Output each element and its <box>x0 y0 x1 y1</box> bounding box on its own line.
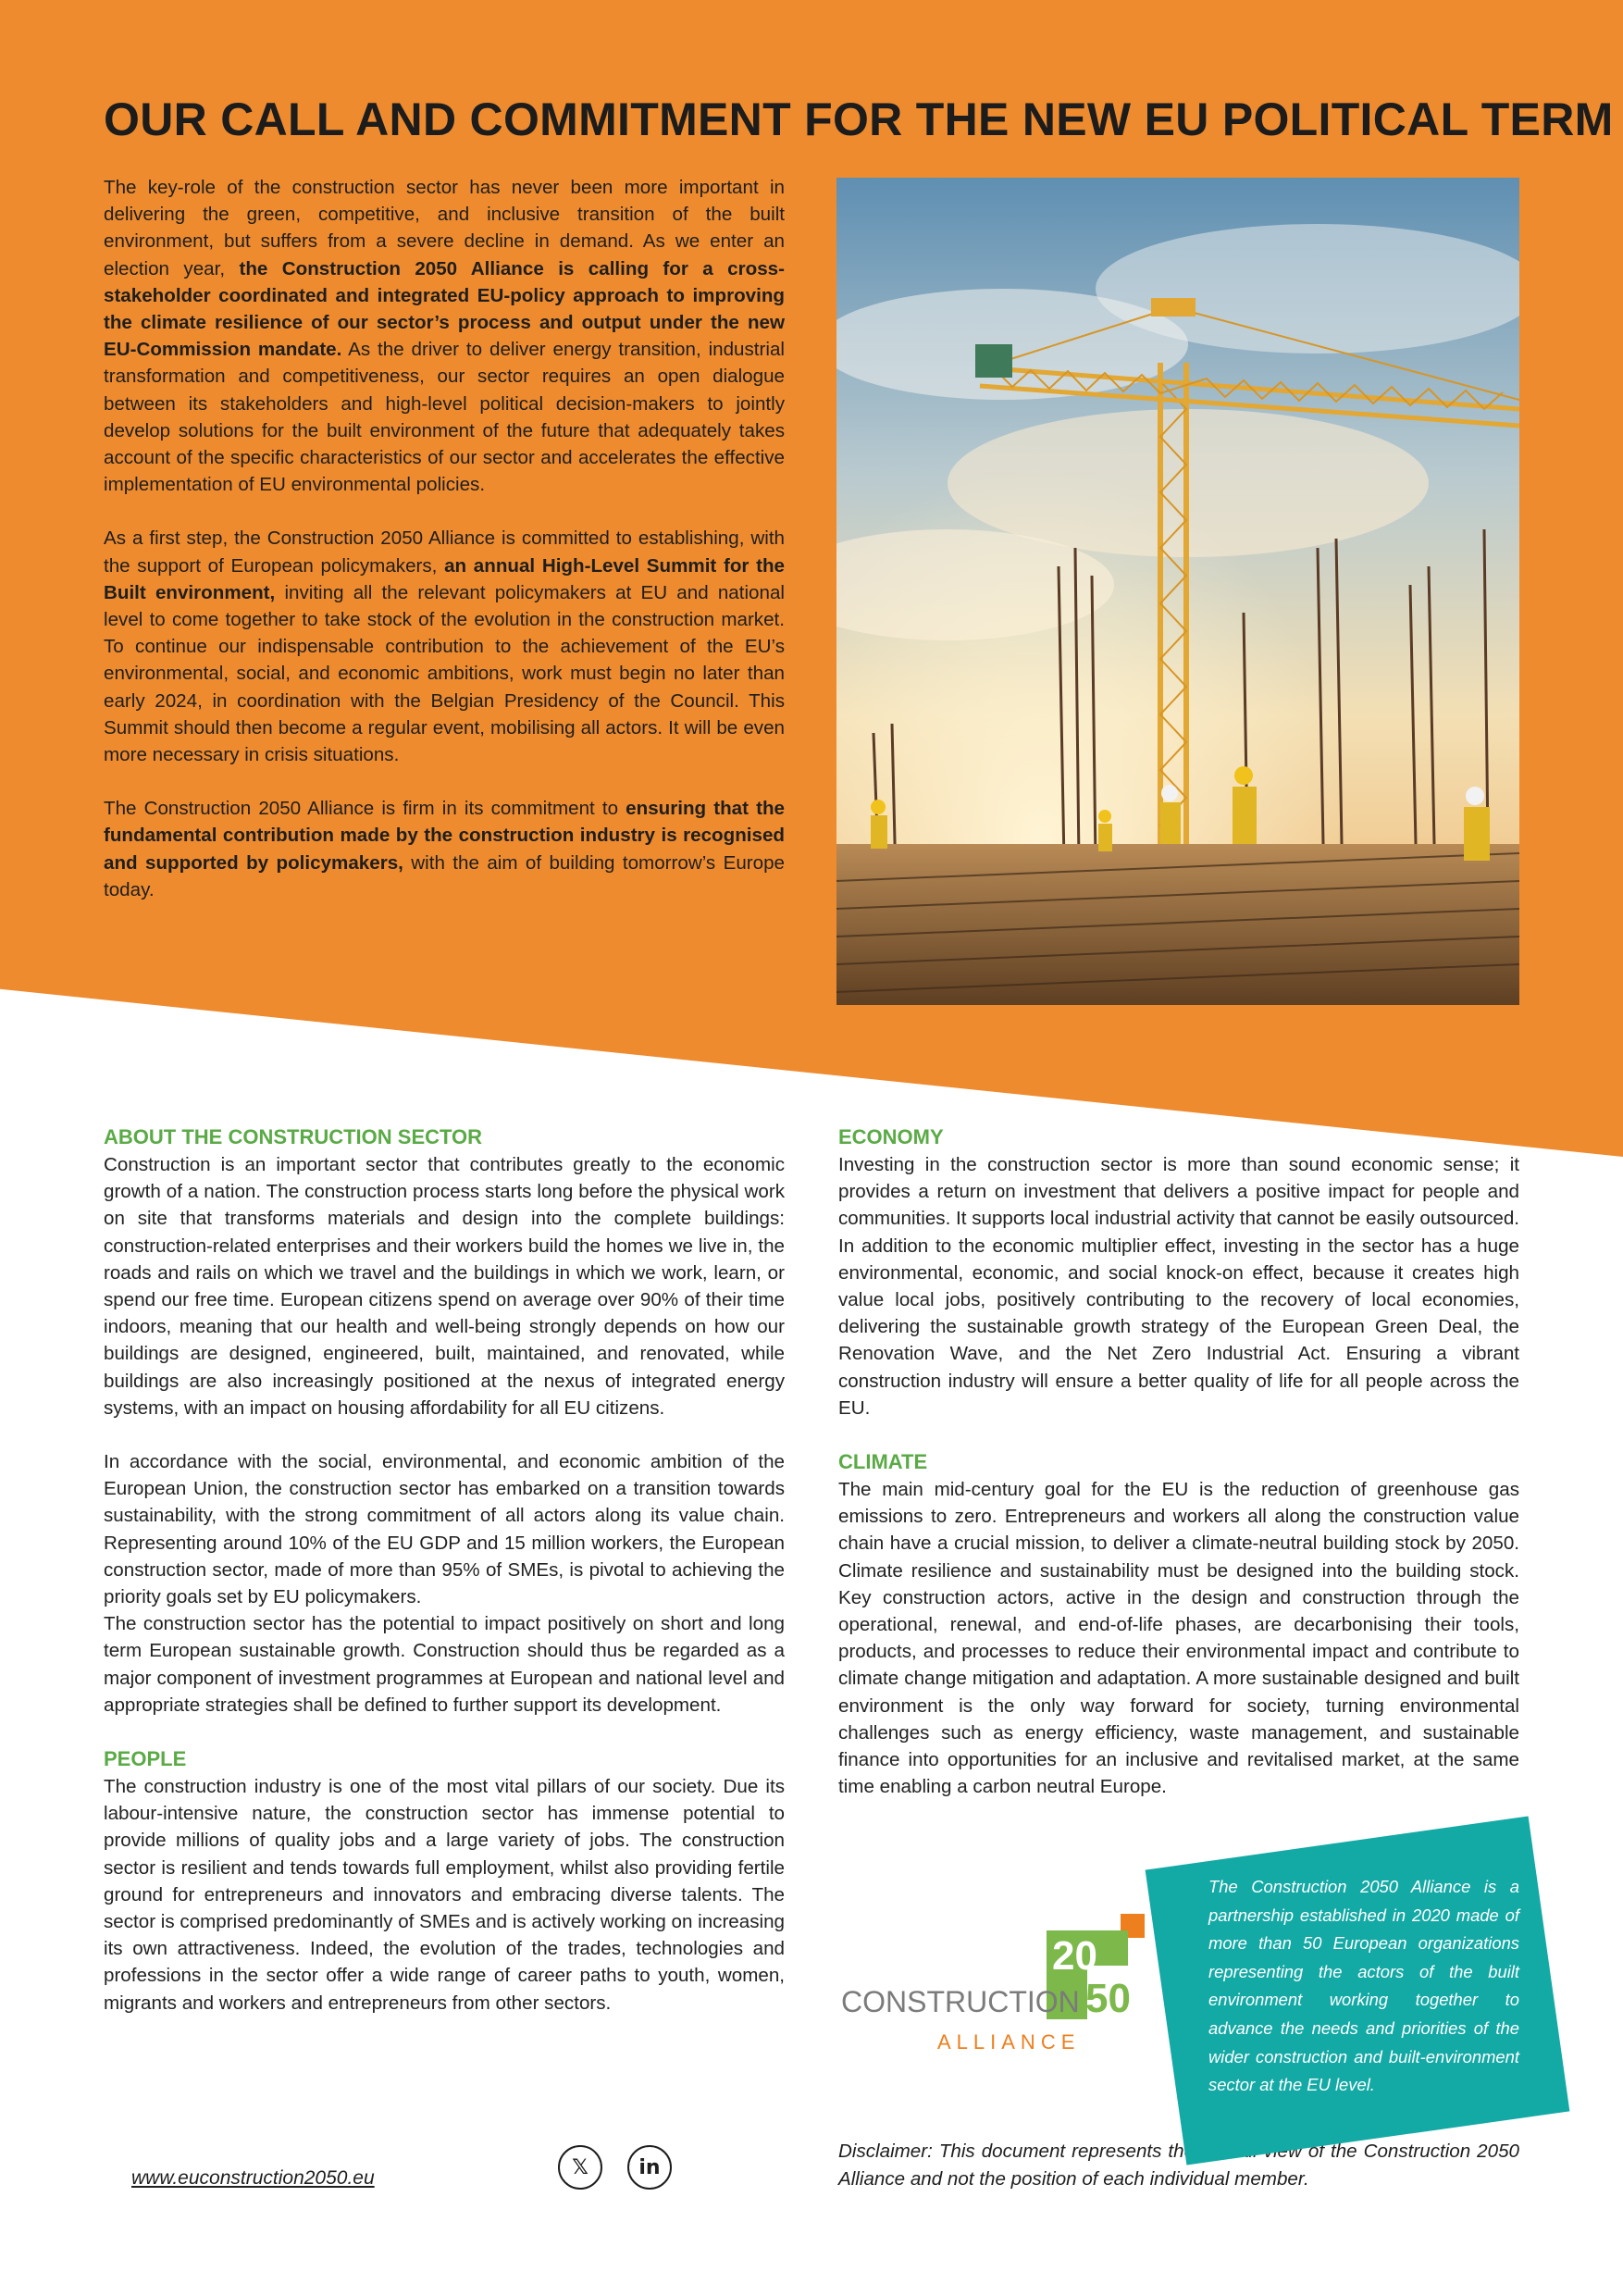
alliance-info-text: The Construction 2050 Alliance is a partnership established in 2020 made of more than 50 European organizations representing the actors of the built environment working together to advance the needs and priorities of the wider construction and built-environment sector at the EU level. <box>1208 1877 1519 2095</box>
logo-digits-bottom: 50 <box>1085 1976 1131 2021</box>
intro-text <box>104 174 785 930</box>
left-column <box>104 1123 785 2017</box>
about-heading: ABOUT THE CONSTRUCTION SECTOR <box>104 1125 483 1148</box>
linkedin-icon[interactable] <box>627 2145 672 2190</box>
people-heading: PEOPLE <box>104 1747 187 1771</box>
people-paragraph: The construction industry is one of the most vital pillars of our society. Due its labour-intensive nature, the construction sector has immense potential to provide millions of quality jobs and a large variety of jobs. The construction sector is resilient and tends towards full employment, whilst also providing fertile ground for entrepreneurs and innovators and embracing diverse talents. The sector is comprised predominantly of SMEs and is actively working on increasing its own attractiveness. Indeed, the evolution of the trades, technologies and professions in the sector offer a wide range of career paths to youth, women, migrants and workers and entrepreneurs from other sectors. <box>104 1776 785 2014</box>
linkedin-glyph: in <box>638 2155 661 2179</box>
right-column <box>838 1123 1519 1800</box>
page-title: OUR CALL AND COMMITMENT FOR THE NEW EU POLITICAL TERM <box>104 93 1614 145</box>
website-link[interactable]: www.euconstruction2050.eu <box>131 2167 375 2189</box>
disclaimer-text: Disclaimer: This document represents the overall view of the Construction 2050 Alliance and not the position of each individual member. <box>838 2141 1519 2190</box>
about-paragraph-3: The construction sector has the potential to impact positively on short and long term European sustainable growth. Construction should thus be regarded as a major component of investment programmes at European and national level and appropriate strategies shall be defined to further support its development. <box>104 1613 785 1716</box>
climate-heading: CLIMATE <box>838 1450 928 1474</box>
logo-word-construction: CONSTRUCTION <box>841 1985 1080 2018</box>
logo-word-alliance: ALLIANCE <box>937 2030 1081 2054</box>
x-logo-icon[interactable] <box>558 2145 602 2190</box>
intro-paragraph-1: The key-role of the construction sector has never been more important in delivering the green, competitive, and inclusive transition of the built environment, but suffers from a severe decline in demand. As we enter an election year, the Construction 2050 Alliance is calling for a cross-stakeholder coordinated and integrated EU-policy approach to improving the climate resilience of our sector’s process and output under the new EU-Commission mandate. As the driver to deliver energy transition, industrial transformation and competitiveness, our sector requires an open dialogue between its stakeholders and high-level political decision-makers to jointly develop solutions for the built environment of the future that adequately takes account of the specific characteristics of our sector and accelerates the effective implementation of EU environmental policies. <box>104 177 785 496</box>
climate-paragraph: The main mid-century goal for the EU is the reduction of greenhouse gas emissions to zero. Entrepreneurs and workers all along the construction value chain have a crucial mission, to deliver a climate-neutral building stock by 2050. Climate resilience and sustainability must be designed into the building stock. Key construction actors, active in the design and construction through the operational, renewal, and end-of-life phases, are decarbonising their tools, products, and processes to reduce their environmental impact and contribute to climate change mitigation and adaptation. A more sustainable designed and built environment is the only way forward for society, turning environmental challenges such as energy efficiency, waste management, and sustainable finance into opportunities for an inclusive and revitalised market, at the same time enabling a carbon neutral Europe. <box>838 1479 1519 1798</box>
economy-heading: ECONOMY <box>838 1125 944 1148</box>
economy-paragraph: Investing in the construction sector is more than sound economic sense; it provides a return on investment that delivers a positive impact for people and communities. It supports local industrial activity that cannot be easily outsourced. In addition to the economic multiplier effect, investing in the sector has a huge environmental, economic, and social knock-on effect, because it creates high value local jobs, positively contributing to the recovery of local economies, delivering the sustainable growth strategy of the European Green Deal, the Renovation Wave, and the Net Zero Industrial Act. Ensuring a vibrant construction industry will ensure a better quality of life for all people across the EU. <box>838 1154 1520 1419</box>
about-paragraph-1: Construction is an important sector that contributes greatly to the economic growth of a nation. The construction process starts long before the physical work on site that transforms materials and design into the complete buildings: construction-related enterprises and their workers build the homes we live in, the roads and rails on which we travel and the buildings in which we work, learn, or spend our free time. European citizens spend on average over 90% of their time indoors, meaning that our health and well-being strongly depends on how our buildings are designed, engineered, built, maintained, and renovated, while buildings are also increasingly positioned at the nexus of integrated energy systems, with an impact on housing affordability for all EU citizens. <box>104 1154 785 1419</box>
intro-paragraph-3: The Construction 2050 Alliance is firm in its commitment to ensuring that the fundamental contribution made by the construction industry is recognised and supported by policymakers, with the aim of building tomorrow’s Europe today. <box>104 798 785 900</box>
construction-2050-alliance-logo <box>837 1897 1152 2073</box>
logo-digits-top: 20 <box>1052 1933 1097 1979</box>
about-paragraph-2: In accordance with the social, environmental, and economic ambition of the European Union, the construction sector has embarked on a transition towards sustainability, with the strong commitment of all actors along its value chain. Representing around 10% of the EU GDP and 15 million workers, the European construction sector, made of more than 95% of SMEs, is pivotal to achieving the priority goals set by EU policymakers. <box>104 1451 785 1608</box>
construction-site-photo <box>836 178 1519 1005</box>
x-glyph: 𝕏 <box>572 2155 588 2179</box>
intro-paragraph-2: As a first step, the Construction 2050 Alliance is committed to establishing, with the support of European policymakers, an annual High-Level Summit for the Built environment, inviting all the relevant policymakers at EU and national level to come together to take stock of the evolution in the construction market. To continue our indispensable contribution to the achievement of the EU’s environmental, social, and economic ambitions, work must begin no later than early 2024, in coordination with the Belgian Presidency of the Council. This Summit should then become a regular event, mobilising all actors. It will be even more necessary in crisis situations. <box>104 527 785 766</box>
